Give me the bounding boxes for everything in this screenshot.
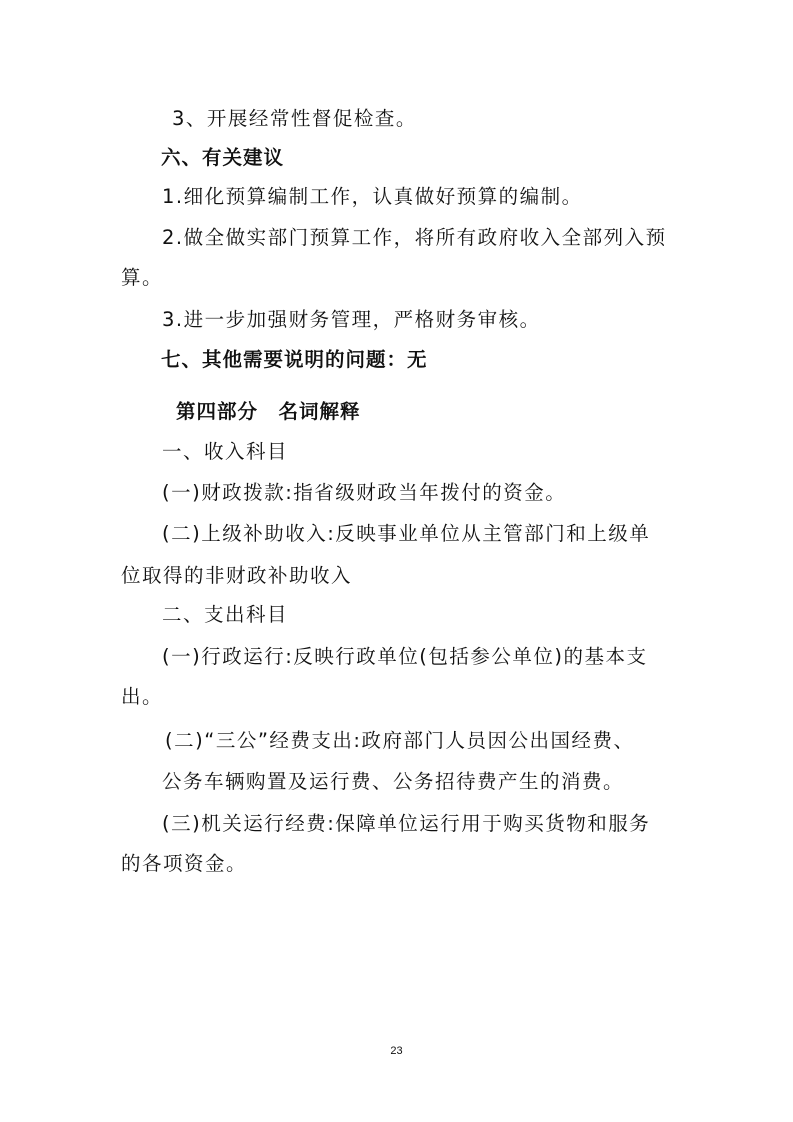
definition-item: (二)“三公”经费支出:政府部门人员因公出国经费、 <box>165 729 635 752</box>
paragraph-continuation: 公务车辆购置及运行费、公务招待费产生的消费。 <box>162 770 625 793</box>
subsection-heading: 一、收入科目 <box>162 440 289 463</box>
paragraph-continuation: 的各项资金。 <box>121 852 248 875</box>
list-item: 2.做全做实部门预算工作，将所有政府收入全部列入预 <box>162 226 667 249</box>
list-item: 3、开展经常性督促检查。 <box>172 107 417 130</box>
page-number: 23 <box>390 1045 403 1057</box>
paragraph-continuation: 位取得的非财政补助收入 <box>121 564 353 587</box>
definition-item: (一)财政拨款:指省级财政当年拨付的资金。 <box>162 481 567 504</box>
section-heading: 七、其他需要说明的问题：无 <box>161 348 428 371</box>
definition-item: (二)上级补助收入:反映事业单位从主管部门和上级单 <box>162 522 651 545</box>
part-heading: 第四部分 名词解释 <box>176 400 361 423</box>
paragraph-continuation: 算。 <box>121 266 164 289</box>
section-heading: 六、有关建议 <box>161 146 285 169</box>
list-item: 3.进一步加强财务管理，严格财务审核。 <box>162 308 541 331</box>
definition-item: (一)行政运行:反映行政单位(包括参公单位)的基本支 <box>162 645 648 668</box>
definition-item: (三)机关运行经费:保障单位运行用于购买货物和服务 <box>162 812 651 835</box>
subsection-heading: 二、支出科目 <box>162 603 289 626</box>
paragraph-continuation: 出。 <box>121 685 164 708</box>
list-item: 1.细化预算编制工作，认真做好预算的编制。 <box>162 185 583 208</box>
